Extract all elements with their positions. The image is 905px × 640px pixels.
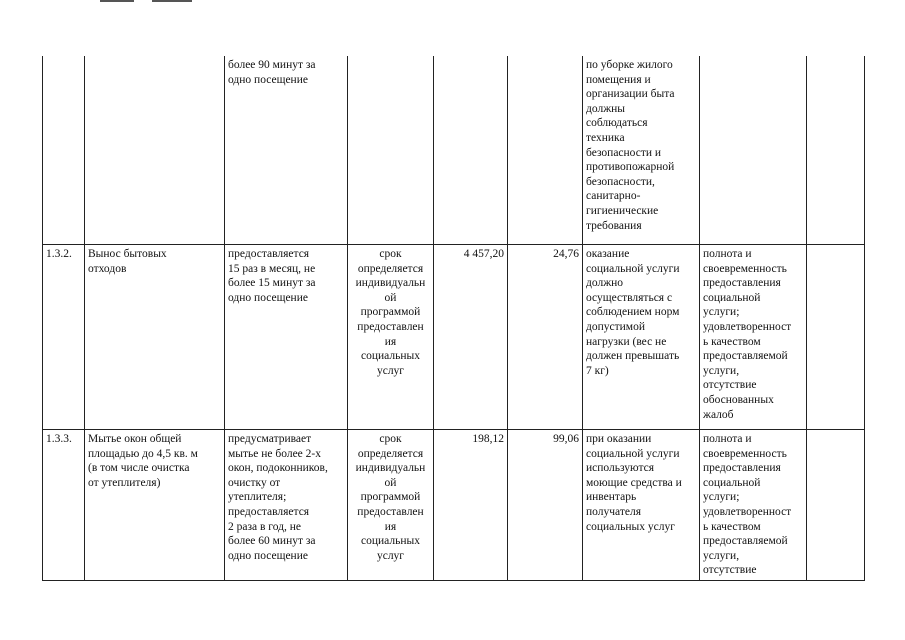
cell-volume: предусматривает мытье не более 2-х окон, подоконников, очистку от утеплителя; предоставляется 2 раза в год, не более 60 минут за одно посещение [225, 430, 348, 581]
cell-extra [807, 245, 865, 430]
table-row [43, 430, 865, 581]
cell-conditions: при оказании социальной услуги используются моющие средства и инвентарь получателя социальных услуг [583, 430, 700, 581]
cell-number: 1.3.2. [43, 245, 85, 430]
cell-volume: предоставляется 15 раз в месяц, не более 15 минут за одно посещение [225, 245, 348, 430]
cell-price: 198,12 [434, 430, 508, 581]
cell-number [43, 56, 85, 245]
cell-price: 4 457,20 [434, 245, 508, 430]
cell-quality: полнота и своевременность предоставления социальной услуги; удовлетворенност ь качеством предоставляемой услуги, отсутствие обоснованных жалоб [700, 245, 807, 430]
cell-service-name: Мытье окон общей площадью до 4,5 кв. м (в том числе очистка от утеплителя) [85, 430, 225, 581]
cell-extra [807, 430, 865, 581]
cell-number: 1.3.3. [43, 430, 85, 581]
cell-tariff: 99,06 [508, 430, 583, 581]
cell-conditions: по уборке жилого помещения и организации быта должны соблюдаться техника безопасности и противопожарной безопасности, санитарно- гигиенические требования [583, 56, 700, 245]
cell-service-name: Вынос бытовых отходов [85, 245, 225, 430]
top-edge-mark-left [100, 0, 134, 2]
cell-extra [807, 56, 865, 245]
cell-quality: полнота и своевременность предоставления социальной услуги; удовлетворенност ь качеством предоставляемой услуги, отсутствие [700, 430, 807, 581]
cell-price [434, 56, 508, 245]
top-edge-mark-right [152, 0, 192, 2]
cell-volume: более 90 минут за одно посещение [225, 56, 348, 245]
cell-term: срок определяется индивидуальн ой программой предоставлен ия социальных услуг [348, 245, 434, 430]
cell-term [348, 56, 434, 245]
cell-term: срок определяется индивидуальн ой программой предоставлен ия социальных услуг [348, 430, 434, 581]
table-row [43, 56, 865, 245]
cell-tariff: 24,76 [508, 245, 583, 430]
cell-tariff [508, 56, 583, 245]
cell-service-name [85, 56, 225, 245]
cell-quality [700, 56, 807, 245]
services-table [42, 56, 865, 581]
table-row [43, 245, 865, 430]
cell-conditions: оказание социальной услуги должно осуществляться с соблюдением норм допустимой нагрузки (вес не должен превышать 7 кг) [583, 245, 700, 430]
